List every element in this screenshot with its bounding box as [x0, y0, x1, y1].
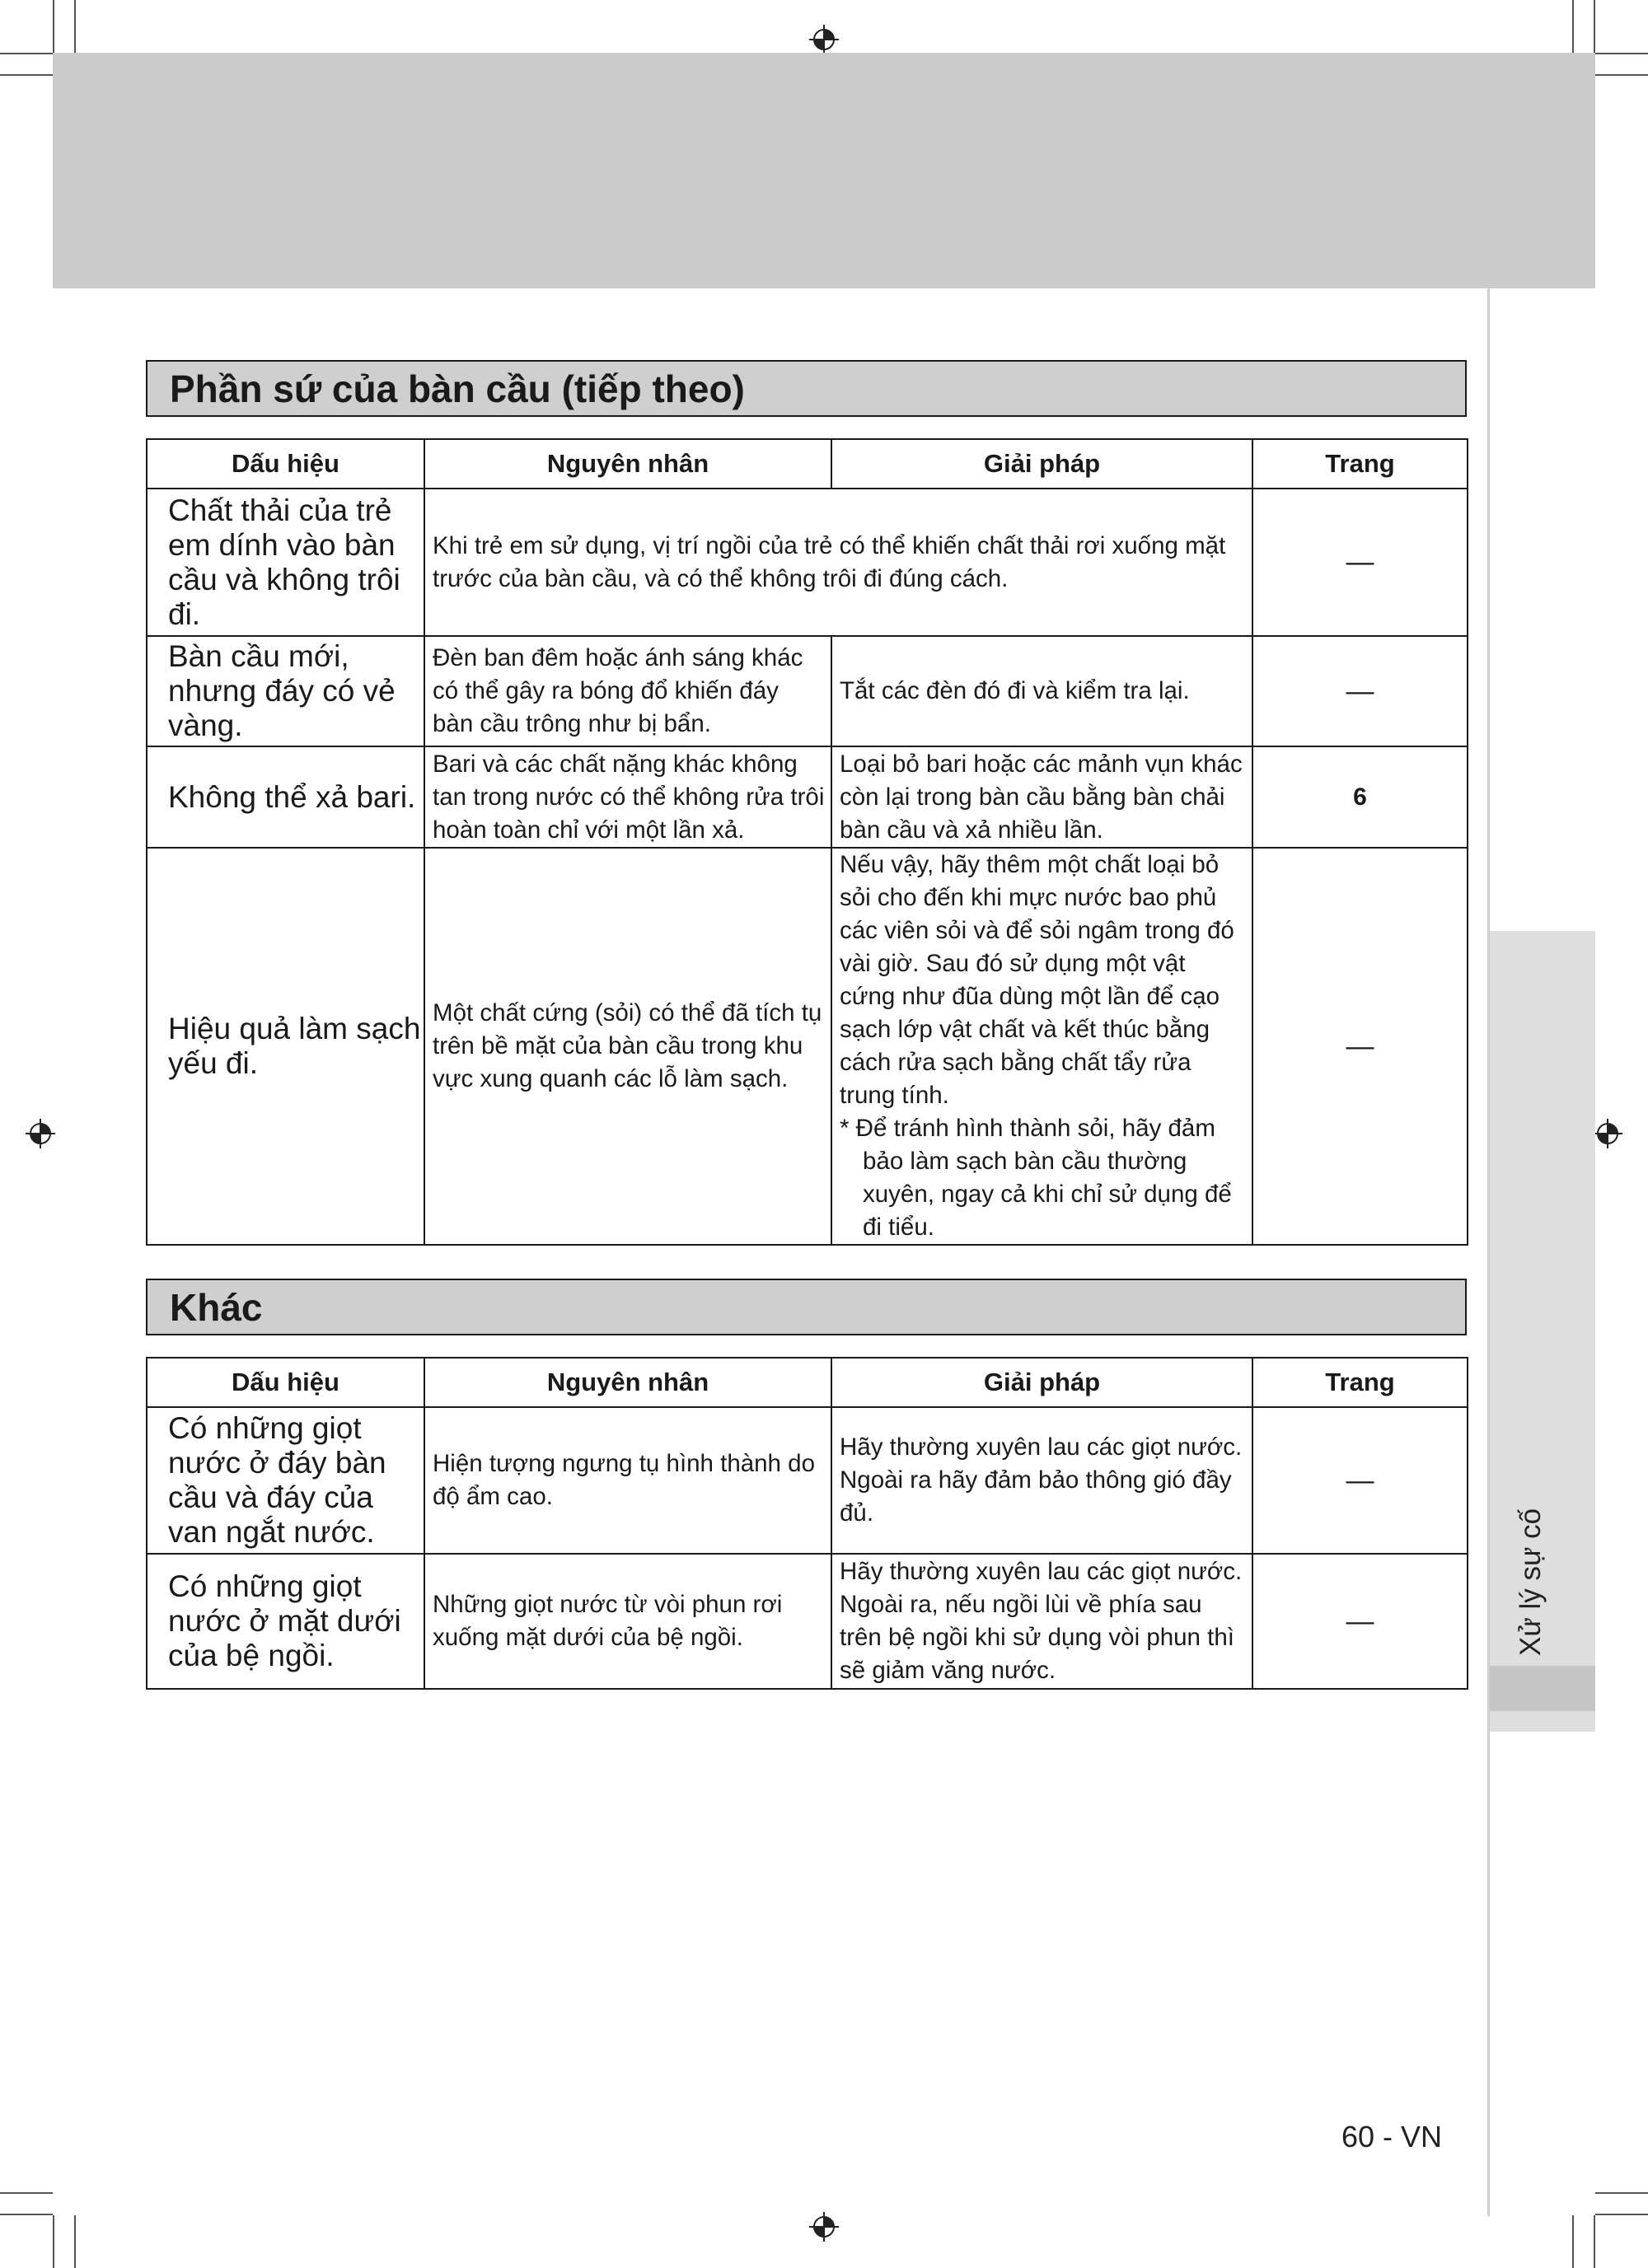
page-cell: —: [1252, 1407, 1468, 1554]
page-cell: —: [1252, 636, 1468, 746]
column-header: Nguyên nhân: [424, 439, 831, 489]
crop-mark: [0, 53, 53, 54]
registration-mark-icon: [808, 23, 840, 56]
table-row: [147, 636, 1468, 746]
side-tab-marker: [1490, 1666, 1595, 1711]
crop-mark: [1572, 0, 1574, 53]
troubleshooting-table-other: [146, 1357, 1468, 1690]
page-number: 60 - VN: [1341, 2120, 1443, 2153]
crop-mark: [1595, 53, 1648, 54]
crop-mark: [53, 2215, 54, 2268]
symptom-cell: Chất thải của trẻ em dính vào bàn cầu và không trôi đi.: [147, 489, 424, 636]
crop-mark: [0, 2192, 53, 2194]
page-cell: —: [1252, 1554, 1468, 1689]
registration-mark-icon: [1591, 1117, 1624, 1150]
symptom-cell: Có những giọt nước ở mặt dưới của bệ ngồi.: [147, 1554, 424, 1689]
column-header: Giải pháp: [831, 1358, 1252, 1407]
crop-mark: [0, 74, 53, 76]
cause-cell: Khi trẻ em sử dụng, vị trí ngồi của trẻ có thể khiến chất thải rơi xuống mặt trước của bàn cầu, và có thể không trôi đi đúng cách.: [424, 489, 1252, 636]
solution-cell: Tắt các đèn đó đi và kiểm tra lại.: [831, 636, 1252, 746]
section-title: Phần sứ của bàn cầu (tiếp theo): [146, 360, 1467, 417]
solution-note: * Để tránh hình thành sỏi, hãy đảm bảo làm sạch bàn cầu thường xuyên, ngay cả khi chỉ sử dụng để đi tiểu.: [840, 1115, 1232, 1241]
troubleshooting-table-bowl: [146, 438, 1468, 1246]
symptom-cell: Bàn cầu mới, nhưng đáy có vẻ vàng.: [147, 636, 424, 746]
solution-text: Nếu vậy, hãy thêm một chất loại bỏ sỏi cho đến khi mực nước bao phủ các viên sỏi và để sỏi ngâm trong đó vài giờ. Sau đó sử dụng một vật cứng như đũa dùng một lần để cạo sạch lớp vật chất và kết thúc bằng cách rửa sạch bằng chất tẩy rửa trung tính.: [840, 851, 1234, 1109]
symptom-cell: Hiệu quả làm sạch yếu đi.: [147, 848, 424, 1245]
table-row: [147, 848, 1468, 1245]
solution-cell: [831, 848, 1252, 1245]
cause-cell: Bari và các chất nặng khác không tan trong nước có thể không rửa trôi hoàn toàn chỉ với một lần xả.: [424, 746, 831, 848]
crop-mark: [1595, 2214, 1648, 2215]
column-header: Dấu hiệu: [147, 1358, 424, 1407]
crop-mark: [74, 0, 76, 53]
crop-mark: [1594, 2215, 1595, 2268]
crop-mark: [1595, 74, 1648, 76]
cause-cell: Những giọt nước từ vòi phun rơi xuống mặt dưới của bệ ngồi.: [424, 1554, 831, 1689]
cause-cell: Một chất cứng (sỏi) có thể đã tích tụ trên bề mặt của bàn cầu trong khu vực xung quanh các lỗ làm sạch.: [424, 848, 831, 1245]
cause-cell: Đèn ban đêm hoặc ánh sáng khác có thể gây ra bóng đổ khiến đáy bàn cầu trông như bị bẩn.: [424, 636, 831, 746]
page-cell: 6: [1252, 746, 1468, 848]
table-row: [147, 489, 1468, 636]
column-header: Giải pháp: [831, 439, 1252, 489]
table-header-row: [147, 1358, 1468, 1407]
section-title: Khác: [146, 1279, 1467, 1335]
header-band: [53, 53, 1595, 288]
crop-mark: [1595, 2192, 1648, 2194]
symptom-cell: Có những giọt nước ở đáy bàn cầu và đáy của van ngắt nước.: [147, 1407, 424, 1554]
crop-mark: [1594, 0, 1595, 53]
page-cell: —: [1252, 489, 1468, 636]
table-row: [147, 1407, 1468, 1554]
solution-cell: Loại bỏ bari hoặc các mảnh vụn khác còn lại trong bàn cầu bằng bàn chải bàn cầu và xả nhiều lần.: [831, 746, 1252, 848]
crop-mark: [53, 0, 54, 53]
solution-cell: Hãy thường xuyên lau các giọt nước. Ngoài ra hãy đảm bảo thông gió đầy đủ.: [831, 1407, 1252, 1554]
table-row: [147, 746, 1468, 848]
registration-mark-icon: [808, 2210, 840, 2243]
table-row: [147, 1554, 1468, 1689]
side-tab-label: [1515, 1623, 1523, 1656]
column-header: Trang: [1252, 439, 1468, 489]
solution-cell: Hãy thường xuyên lau các giọt nước. Ngoài ra, nếu ngồi lùi về phía sau trên bệ ngồi khi sử dụng vòi phun thì sẽ giảm văng nước.: [831, 1554, 1252, 1689]
page-cell: —: [1252, 848, 1468, 1245]
table-header-row: [147, 439, 1468, 489]
column-header: Nguyên nhân: [424, 1358, 831, 1407]
cause-cell: Hiện tượng ngưng tụ hình thành do độ ẩm cao.: [424, 1407, 831, 1554]
column-header: Trang: [1252, 1358, 1468, 1407]
crop-mark: [74, 2215, 76, 2268]
crop-mark: [1572, 2215, 1574, 2268]
registration-mark-icon: [24, 1117, 57, 1150]
symptom-cell: Không thể xả bari.: [147, 746, 424, 848]
crop-mark: [0, 2214, 53, 2215]
column-header: Dấu hiệu: [147, 439, 424, 489]
